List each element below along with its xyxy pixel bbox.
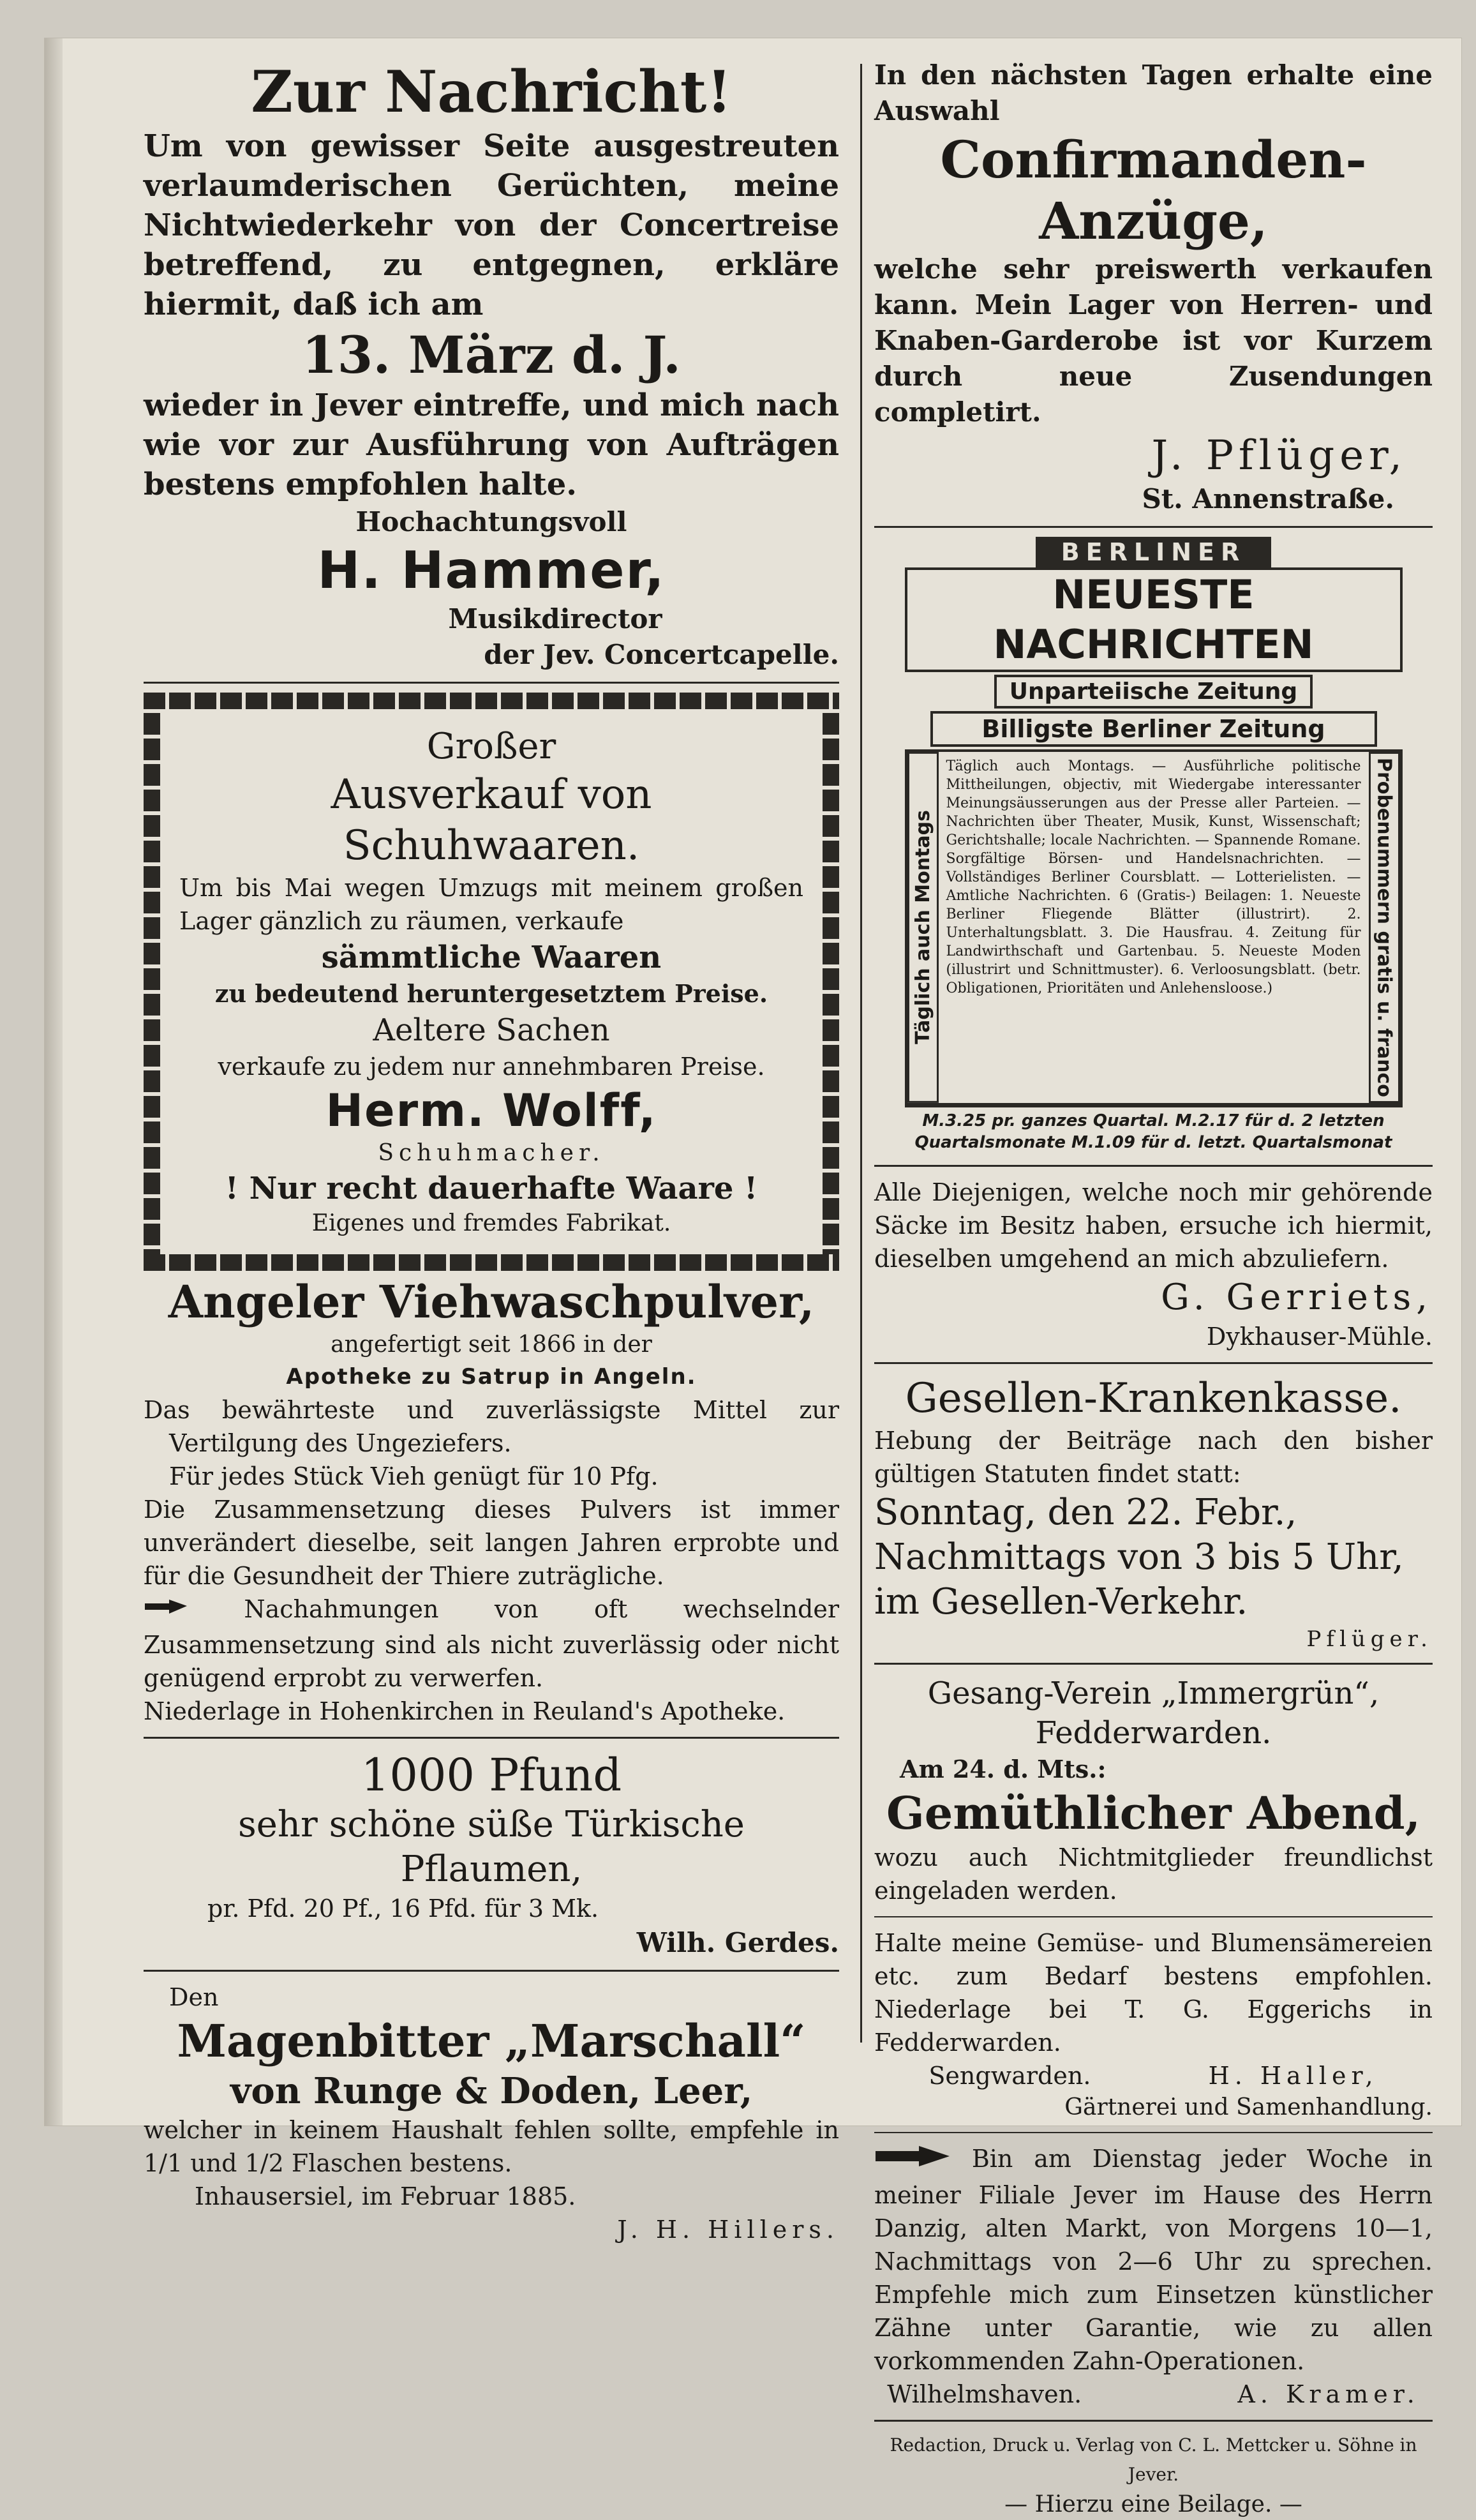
ad-bold: sämmtliche Waaren [321,940,662,975]
ad-signature: J. Pflüger, [1151,432,1407,479]
column-divider [860,64,862,2043]
ad-vertical-right: Probenummern gratis u. franco [1369,752,1400,1103]
ad-krankenkasse [874,1373,1433,1654]
ad-title: 1000 Pfund [361,1748,622,1801]
ad-hammer [144,57,839,673]
ad-signature: Herm. Wolff, [325,1084,657,1137]
ad-gesangverein [874,1674,1433,1907]
ad-title: Confirmanden-Anzüge, [940,130,1367,251]
rule [874,1165,1433,1167]
ad-viehwaschpulver [144,1275,839,1728]
ad-berliner-neueste-nachrichten [905,537,1403,1156]
ad-title: Magenbitter „Marschall“ [177,2014,806,2067]
ad-line: In den nächsten Tagen erhalte eine Auswahl [874,59,1433,126]
ad-title-2: Fedderwarden. [1035,1714,1272,1751]
ad-role: Musikdirector [448,603,662,634]
pointing-hand-icon [144,1595,188,1628]
ad-body: welcher in keinem Haushalt fehlen sollte, empfehle in 1/1 und 1/2 Flaschen bestens. [144,2115,839,2177]
ad-magenbitter [144,1981,839,2246]
ad-p2: Für jedes Stück Vieh genügt für 10 Pfg. [169,1462,659,1490]
ad-p4: Nachahmungen von oft wechselnder Zusammensetzung sind als nicht zuverlässig oder nicht genügend erprobt zu verwerfen. [144,1595,839,1692]
ad-vertical-left: Täglich auch Montags [907,752,939,1103]
ad-big: Gemüthlicher Abend, [886,1786,1420,1840]
ad-sub: sehr schöne süße Türkische Pflaumen, [238,1803,745,1890]
rule [144,682,839,684]
ad-signature: Pflüger. [1306,1626,1433,1652]
ad-body: Bin am Dienstag jeder Woche in meiner Filiale Jever im Hause des Herrn Danzig, alten Markt, von Morgens 10—1, Nachmittags von 2—6 Uhr zu sprechen. Empfehle mich zum Einsetzen künstlicher Zähne unter Garantie, wie zu allen vorkommenden Zahn-Operationen. [874,2144,1433,2375]
ad-greeting: Hochachtungsvoll [355,506,627,537]
ad-title: Gesang-Verein „Immergrün“, [927,1675,1380,1711]
ad-signature: Wilh. Gerdes. [636,1926,839,1958]
ad-signature: J. H. Hillers. [617,2215,839,2244]
ad-body: wozu auch Nichtmitglieder freundlichst eingeladen werden. [874,1843,1433,1905]
ad-signature: H. Hammer, [317,541,666,600]
ad-role: Gärtnerei und Samenhandlung. [1064,2094,1433,2120]
ad-title-3: Aeltere Sachen [373,1012,610,1048]
ad-body-wrap [874,2142,1433,2378]
ad-haller [874,1926,1433,2123]
ad-title-2: Ausverkauf von Schuhwaaren. [331,771,652,869]
ad-body: Alle Diejenigen, welche noch mir gehörende Säcke im Besitz haben, ersuche ich hiermit, dieselben umgehend an mich abzuliefern. [874,1178,1433,1273]
ad-place: Dykhauser-Mühle. [1206,1322,1433,1351]
ad-place: Inhausersiel, im Februar 1885. [195,2182,576,2210]
rule [144,1737,839,1739]
rule [874,1362,1433,1364]
ad-confirmanden [874,57,1433,517]
ad-p5: Niederlage in Hohenkirchen in Reuland's Apotheke. [144,1697,786,1725]
ad-address: St. Annenstraße. [1142,483,1394,514]
ad-signature: H. Haller, [1208,2061,1378,2090]
ad-big: Sonntag, den 22. Febr., Nachmittags von 3 bis 5 Uhr, im Gesellen-Verkehr. [874,1491,1404,1623]
ad-gerriets [874,1176,1433,1353]
ad-date: Am 24. d. Mts.: [900,1754,1107,1783]
newspaper-page [45,38,1461,2517]
ad-title: Zur Nachricht! [251,58,732,126]
ad-body: Um bis Mai wegen Umzugs mit meinem großen Lager gänzlich zu räumen, verkaufe [179,874,803,935]
left-column [144,57,839,2246]
ad-role-2: der Jev. Concertcapelle. [484,639,839,670]
rule [874,2132,1433,2133]
ad-body-3: verkaufe zu jedem nur annehmbaren Preise. [218,1053,765,1081]
ad-body-2: zu bedeutend heruntergesetztem Preise. [214,979,768,1008]
ad-place: Apotheke zu Satrup in Angeln. [286,1364,697,1390]
ad-signature: G. Gerriets, [1161,1276,1433,1318]
rule [874,526,1433,528]
ad-p1: Das bewährteste und zuverlässigste Mittel zur Vertilgung des Ungeziefers. [144,1396,839,1457]
rule [874,2420,1433,2422]
ad-price: pr. Pfd. 20 Pf., 16 Pfd. für 3 Mk. [207,1894,599,1923]
rule [144,1970,839,1972]
ad-body-frame [905,749,1403,1106]
ad-body: Hebung der Beiträge nach den bisher gültigen Statuten findet statt: [874,1426,1433,1488]
ad-price-2: Quartalsmonate M.1.09 für d. letzt. Quartalsmonat [914,1132,1392,1152]
ad-pflaumen [144,1748,839,1961]
ad-body-2: wieder in Jever eintreffe, und mich nach wie vor zur Ausführung von Aufträgen bestens empfohlen halte. [144,387,839,502]
ad-sub: angefertigt seit 1866 in der [331,1331,652,1358]
ad-price-1: M.3.25 pr. ganzes Quartal. M.2.17 für d. 2 letzten [922,1111,1385,1130]
ad-wolff [144,693,839,1271]
ad-role: Schuhmacher. [378,1140,605,1166]
ad-place: Sengwarden. [928,2061,1091,2090]
ad-sig-line [874,2378,1433,2411]
ad-body: Um von gewisser Seite ausgestreuten verlaumderischen Gerüchten, meine Nichtwiederkehr von der Concertreise betreffend, zu entgegnen, erkläre hiermit, daß ich am [144,128,839,322]
ad-kramer [874,2142,1433,2411]
rule [874,1663,1433,1665]
ad-title: Angeler Viehwaschpulver, [168,1275,815,1328]
ad-slogan: ! Nur recht dauerhafte Waare ! [225,1171,758,1206]
ad-sub: Unparteiische Zeitung [994,675,1313,709]
pointing-hand-icon [874,2143,951,2179]
ad-masthead: NEUESTE NACHRICHTEN [905,567,1403,672]
ad-body: welche sehr preiswerth verkaufen kann. Mein Lager von Herren- und Knaben-Garderobe ist vor Kurzem durch neue Zusendungen completirt. [874,253,1433,428]
ad-text: Täglich auch Montags. — Ausführliche politische Mittheilungen, objectiv, mit Wiedergabe interessanter Meinungsäusserungen aus der Presse aller Parteien. — Nachrichten über Theater, Musik, Kunst, Wissenschaft; Gerichtshalle; locale Nachrichten. — Spannende Romane. Sorgfältige Börsen- und Handelsnachrichten. — Vollständiges Berliner Coursblatt. — Lotterielisten. — Amtliche Nachrichten. 6 (Gratis-) Beilagen: 1. Neueste Berliner Fliegende Blätter (illustrirt). 2. Unterhaltungsblatt. 3. Die Hausfrau. 4. Zeitung für Landwirthschaft und Gartenbau. 5. Neueste Moden (illustrirt und Schnittmuster). 6. Verloosungsblatt. (betr. Obligationen, Prioritäten und Anlehensloose.) [946,758,1361,996]
ad-price-line [905,1106,1403,1156]
supplement-note: — Hierzu eine Beilage. — [1004,2491,1302,2517]
ad-title: Gesellen-Krankenkasse. [905,1374,1402,1422]
right-column [874,57,1433,2520]
ad-sub: von Runge & Doden, Leer, [230,2069,753,2112]
ad-sig-line [874,2059,1433,2092]
ad-top-label: BERLINER [1036,537,1272,567]
ad-p3: Die Zusammensetzung dieses Pulvers ist immer unverändert dieselbe, seit langen Jahren erprobte und für die Gesundheit der Thiere zuträgliche. [144,1496,839,1590]
ad-p4-wrap [144,1593,839,1695]
ad-body: Halte meine Gemüse- und Blumensämereien etc. zum Bedarf bestens empfohlen. Niederlage bei T. G. Eggerichs in Fedderwarden. [874,1928,1433,2057]
ad-title: Großer [426,726,556,767]
page-spine [45,38,63,2126]
ad-date: 13. März d. J. [302,325,681,385]
rule [874,1916,1433,1917]
ad-sub-2: Billigste Berliner Zeitung [930,711,1377,747]
ad-pre: Den [169,1983,219,2011]
imprint: Redaction, Druck u. Verlag von C. L. Mettcker u. Söhne in Jever. [890,2434,1417,2485]
ad-signature: A. Kramer. [1237,2380,1420,2408]
ad-place: Wilhelmshaven. [887,2380,1082,2408]
ad-foot: Eigenes und fremdes Fabrikat. [311,1210,671,1236]
